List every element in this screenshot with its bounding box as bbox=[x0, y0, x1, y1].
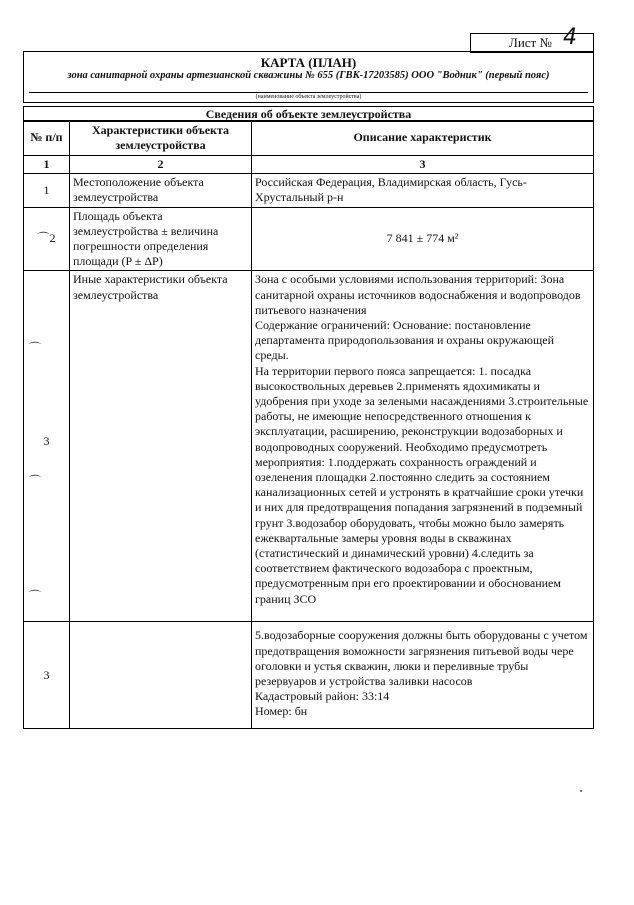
row-number: 3 bbox=[24, 622, 70, 729]
table-header-row bbox=[24, 121, 594, 156]
punch-mark-icon: ⌒ bbox=[29, 341, 42, 356]
description-paragraph: На территории первого пояса запрещается: 1. посадка высокоствольных деревьев 2.применять ядохимикаты и удобрения при уходе за зелеными насаждениями 3.строительные работы, не имеющие непосредственного отношения к эксплуатации, расширению, реконструкции водозаборных и водопроводных сооружений. Необходимо предусмотреть мероприятия: 1.поддержать сохранность ограждений и озеленения площадки 2.постоянно следить за состоянием канализационных сетей и устронять в кратчайшие сроки утечки и них для предотвращения попадания загрязнений в подземный грунт 3.водозабор оборудовать, чтобы можно было замерять ежеквартальные замеры уровня воды в скважинах (статистический и динамический уровни) 4.следить за соответствием фактического водозабора с проектным, предусмотренным при его проектировании и обоснованием границ ЗСО bbox=[255, 363, 589, 606]
row-description-cell bbox=[252, 622, 594, 729]
row-number: 3 bbox=[43, 434, 50, 449]
column-header-characteristic: Характеристики объекта землеустройства bbox=[70, 121, 252, 156]
column-number-row bbox=[24, 156, 594, 174]
row-description-cell bbox=[252, 271, 594, 622]
description-paragraph: Зона с особыми условиями использования территорий: Зона санитарной охраны источников водоснабжения и водопроводов питьевого назначения bbox=[255, 272, 581, 317]
column-header-description: Описание характеристик bbox=[252, 121, 594, 156]
row-number: 2 bbox=[49, 231, 56, 246]
document-title: КАРТА (ПЛАН) bbox=[260, 55, 357, 70]
sheet-number: 4 bbox=[563, 25, 577, 50]
row-number-cell bbox=[24, 207, 70, 271]
table-row bbox=[24, 622, 594, 729]
row-description: 7 841 ± 774 м² bbox=[252, 207, 594, 271]
column-number: 2 bbox=[70, 156, 252, 174]
sheet-label: Лист № bbox=[509, 35, 552, 50]
object-caption: (наименование объекта землеустройства) bbox=[255, 94, 362, 100]
document-header bbox=[23, 51, 594, 103]
description-paragraph: 5.водозаборные сооружения должны быть оборудованы с учетом предотвращения воможности загрязнения питьевой воды чере оголовки и устья скважин, люки и переливные трубы резервуаров и устройства заливки насосов bbox=[255, 628, 588, 689]
punch-mark-icon: ⌒ bbox=[37, 231, 50, 246]
column-number: 1 bbox=[24, 156, 70, 174]
table-row bbox=[24, 207, 594, 271]
description-clip bbox=[255, 272, 590, 618]
row-characteristic: Местоположение объекта землеустройства bbox=[70, 174, 252, 207]
row-characteristic: Иные характеристики объекта землеустройства bbox=[70, 271, 252, 622]
punch-mark-icon: ⌒ bbox=[29, 589, 42, 604]
row-description: Российская Федерация, Владимирская область, Гусь-Хрустальный р-н bbox=[252, 174, 594, 207]
table-row bbox=[24, 271, 594, 622]
description-paragraph: Номер: бн bbox=[255, 704, 308, 719]
row-number-cell bbox=[24, 271, 70, 622]
description-paragraph: Содержание ограничений: Основание: постановление департамента природопользования и охраны окружающей среды. bbox=[255, 318, 555, 363]
punch-mark-icon: ⌒ bbox=[29, 474, 42, 489]
table-row bbox=[24, 174, 594, 207]
column-header-number: № п/п bbox=[24, 121, 70, 156]
characteristics-table bbox=[23, 120, 594, 729]
description-paragraph: Кадастровый район: 33:14 bbox=[255, 689, 390, 704]
sheet-number-box bbox=[470, 25, 594, 53]
row-characteristic: Площадь объекта землеустройства ± величина погрешности определения площади (P ± ΔP) bbox=[70, 207, 252, 271]
row-number: 1 bbox=[24, 174, 70, 207]
section-title: Сведения об объекте землеустройства bbox=[23, 106, 594, 122]
scan-speck bbox=[580, 790, 582, 792]
caption-rule bbox=[29, 92, 588, 93]
document-subtitle: зона санитарной охраны артезианской скважины № 655 (ГВК-17203585) ООО "Водник" (первый пояс) bbox=[67, 70, 550, 81]
row-characteristic bbox=[70, 622, 252, 729]
column-number: 3 bbox=[252, 156, 594, 174]
